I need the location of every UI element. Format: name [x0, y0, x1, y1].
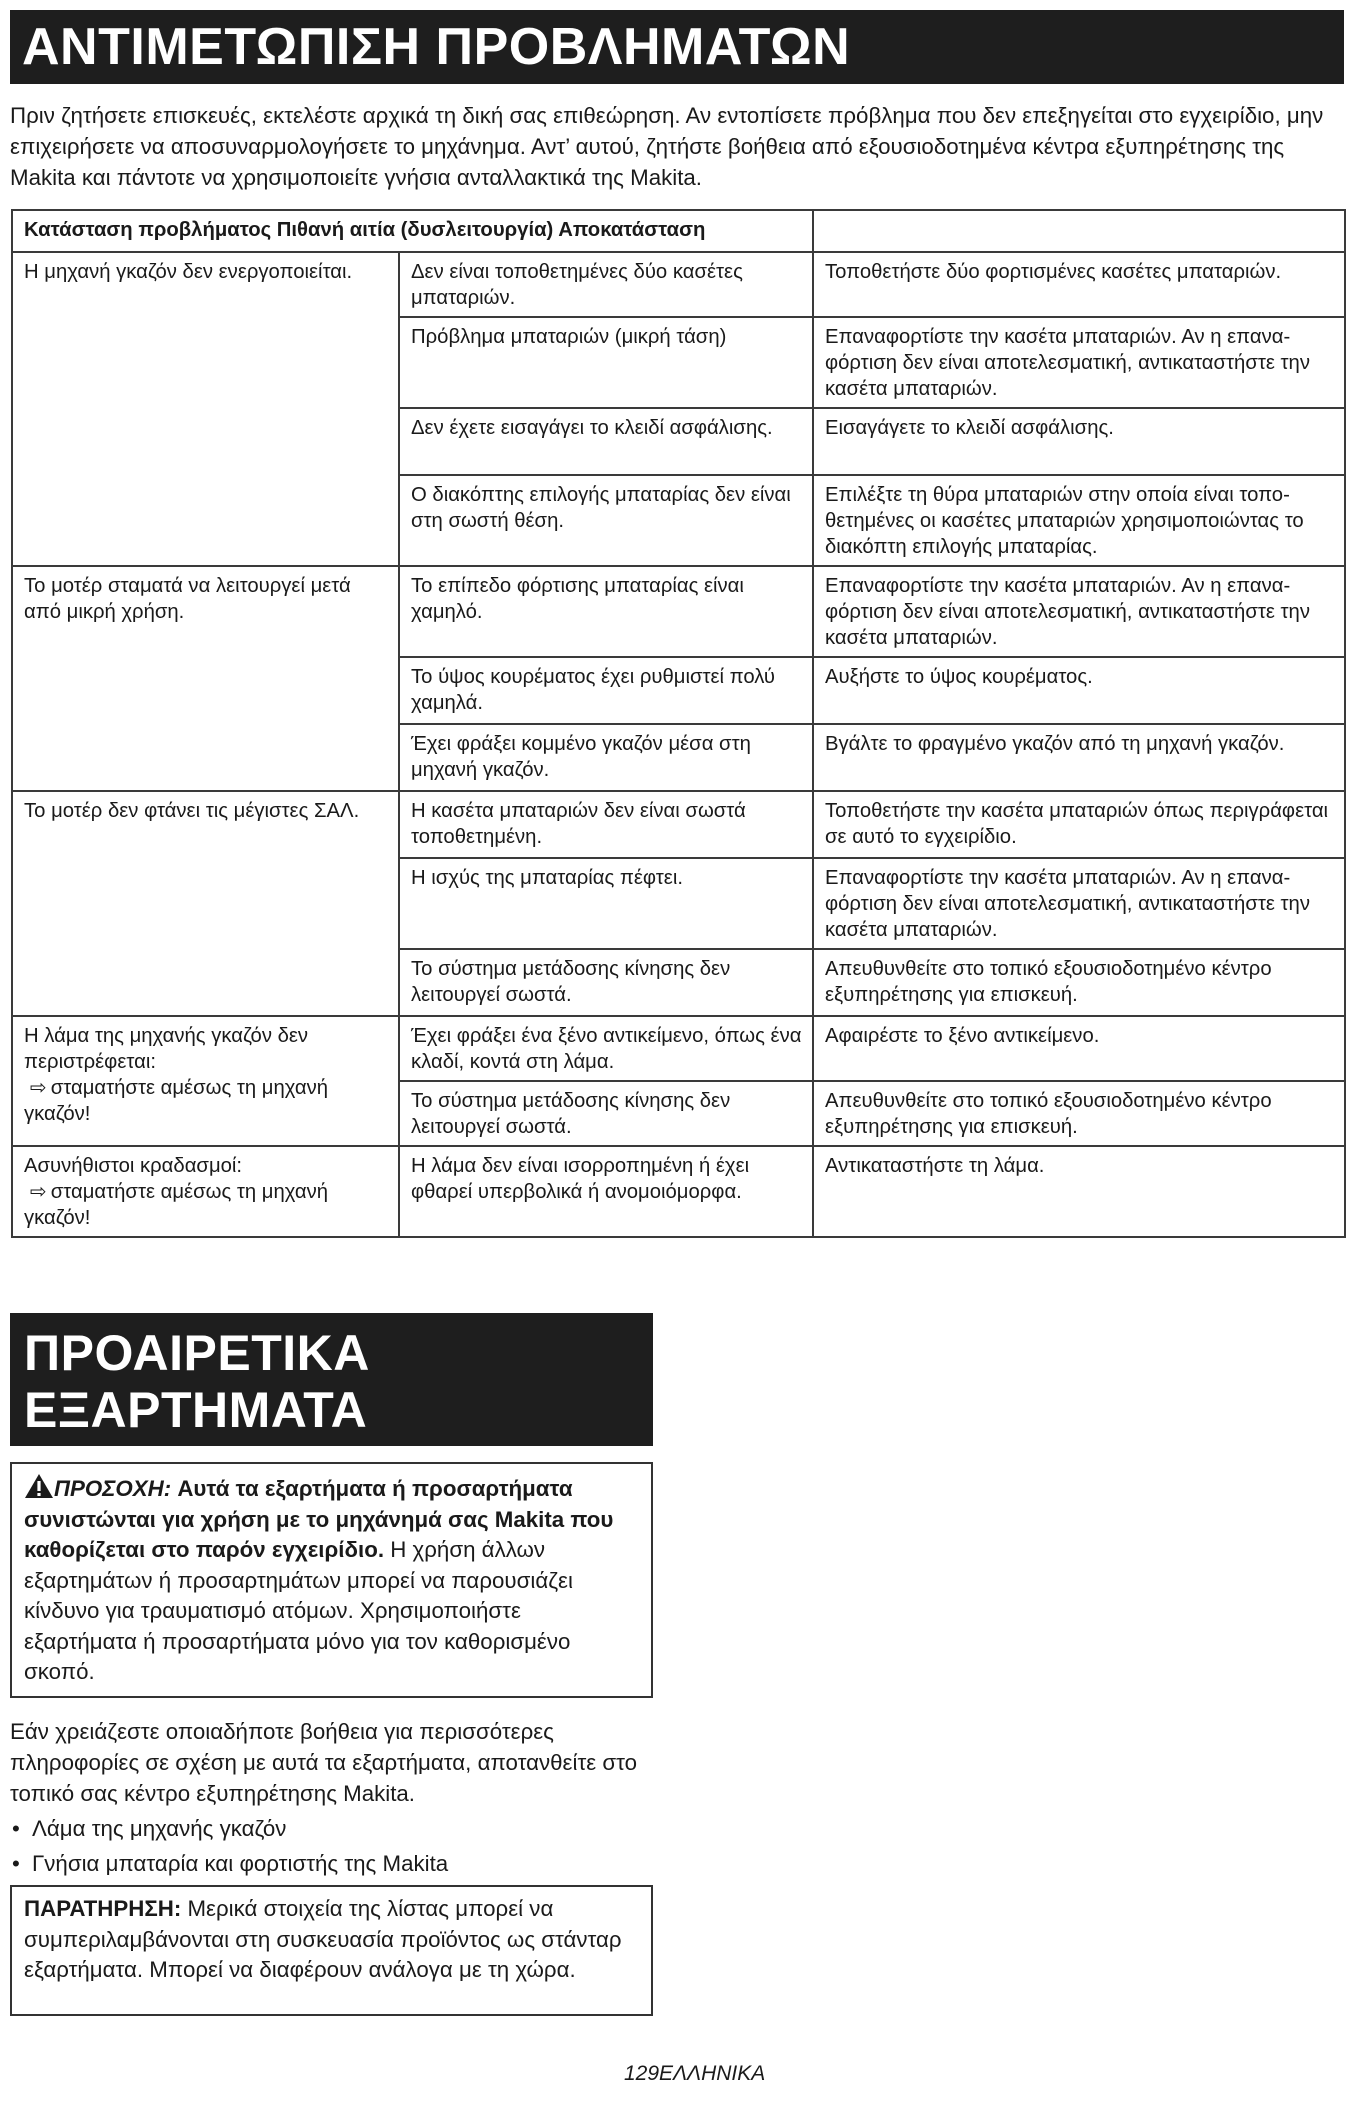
caution-box	[10, 1462, 653, 1698]
list-item: • Γνήσια μπαταρία και φορτιστής της Makita	[10, 1846, 670, 1881]
page-footer	[624, 2062, 765, 2086]
cause-cell: Το επίπεδο φόρτισης μπαταρίας είναι χαμηλό.	[399, 566, 813, 657]
symptom-text: Η λάμα της μηχανής γκαζόν δεν περιστρέφεται:	[24, 1025, 309, 1073]
remedy-cell: Εισαγάγετε το κλειδί ασφάλισης.	[813, 408, 1345, 475]
troubleshooting-title-bar	[10, 10, 1344, 84]
symptom-action: σταματήστε αμέσως τη μηχανή γκαζόν!	[24, 1077, 328, 1125]
remedy-cell: Αφαιρέστε το ξένο αντικείμενο.	[813, 1016, 1345, 1081]
warning-triangle-icon	[24, 1473, 54, 1499]
accessories-title	[24, 1325, 653, 1439]
footer-language: ΕΛΛΗΝΙΚΑ	[659, 2062, 766, 2085]
troubleshooting-title: ΑΝΤΙΜΕΤΩΠΙΣΗ ΠΡΟΒΛΗΜΑΤΩΝ	[22, 18, 851, 76]
table-row	[12, 791, 1345, 858]
cause-cell: Το σύστημα μετάδοσης κίνησης δεν λειτουργεί σωστά.	[399, 949, 813, 1016]
intro-text: Πριν ζητήσετε επισκευές, εκτελέστε αρχικά τη δική σας επιθεώρηση. Αν εντοπίσετε πρόβλημα που δεν επεξηγείται στο εγχειρίδιο, μην επιχειρήσετε να αποσυναρμολογήσετε το μηχάνημα. Αντ’ αυτού, ζητήστε βοήθεια από εξουσιοδοτημένα κέντρα εξυπηρέτησης της Makita και πάντοτε να χρησιμοποιείτε γνήσια ανταλλακτικά της Makita.	[10, 103, 1324, 190]
remedy-cell: Απευθυνθείτε στο τοπικό εξουσιοδοτημένο κέντρο εξυπηρέτησης για επισκευή.	[813, 949, 1345, 1016]
table-row	[12, 1146, 1345, 1237]
remedy-cell: Απευθυνθείτε στο τοπικό εξουσιοδοτημένο κέντρο εξυπηρέτησης για επισκευή.	[813, 1081, 1345, 1146]
cause-cell: Το ύψος κουρέματος έχει ρυθμιστεί πολύ χαμηλά.	[399, 657, 813, 724]
cause-cell: Έχει φράξει ένα ξένο αντικείμενο, όπως ένα κλαδί, κοντά στη λάμα.	[399, 1016, 813, 1081]
cause-cell: Το σύστημα μετάδοσης κίνησης δεν λειτουργεί σωστά.	[399, 1081, 813, 1146]
arrow-right-icon: ⇨	[30, 1077, 47, 1099]
table-row	[12, 1016, 1345, 1081]
remedy-cell: Αντικαταστήστε τη λάμα.	[813, 1146, 1345, 1237]
cause-cell: Η κασέτα μπαταριών δεν είναι σωστά τοποθετημένη.	[399, 791, 813, 858]
remedy-cell: Επιλέξτε τη θύρα μπαταριών στην οποία είναι τοποθετημένες οι κασέτες μπαταριών χρησιμοποιώντας το διακόπτη επιλογής μπαταρίας.	[813, 475, 1345, 566]
remedy-cell: Επαναφορτίστε την κασέτα μπαταριών. Αν η επαναφόρτιση δεν είναι αποτελεσματική, αντικαταστήστε την κασέτα μπαταριών.	[813, 566, 1345, 657]
remedy-cell: Τοποθετήστε την κασέτα μπαταριών όπως περιγράφεται σε αυτό το εγχειρίδιο.	[813, 791, 1345, 858]
troubleshooting-intro	[10, 100, 1344, 193]
remedy-cell: Επαναφορτίστε την κασέτα μπαταριών. Αν η επαναφόρτιση δεν είναι αποτελεσματική, αντικαταστήστε την κασέτα μπαταριών.	[813, 317, 1345, 408]
symptom-text: Το μοτέρ σταματά να λειτουργεί μετά από μικρή χρήση.	[24, 575, 351, 623]
table-row	[12, 252, 1345, 317]
cause-cell: Δεν έχετε εισαγάγει το κλειδί ασφάλισης.	[399, 408, 813, 475]
symptom-cell	[12, 1146, 399, 1237]
symptom-cell	[12, 1016, 399, 1146]
accessories-help	[10, 1716, 670, 1881]
accessories-title-line1: ΠΡΟΑΙΡΕΤΙΚΑ	[24, 1325, 370, 1381]
symptom-text: Το μοτέρ δεν φτάνει τις μέγιστες ΣΑΛ.	[24, 800, 360, 822]
table-header-empty	[813, 210, 1345, 252]
symptom-text: Η μηχανή γκαζόν δεν ενεργοποιείται.	[24, 261, 353, 283]
symptom-action: σταματήστε αμέσως τη μηχανή γκαζόν!	[24, 1181, 328, 1229]
symptom-cell	[12, 791, 399, 1016]
bullet-icon: •	[12, 1851, 20, 1876]
bullet-icon: •	[12, 1816, 20, 1841]
cause-cell: Η ισχύς της μπαταρίας πέφτει.	[399, 858, 813, 949]
troubleshooting-table	[11, 209, 1346, 1238]
table-header-row	[12, 210, 1345, 252]
note-text: Μερικά στοιχεία της λίστας μπορεί να συμπεριλαμβάνονται στη συσκευασία προϊόντος ως στάνταρ εξαρτήματα. Μπορεί να διαφέρουν ανάλογα με τη χώρα.	[24, 1896, 622, 1982]
help-text: Εάν χρειάζεστε οποιαδήποτε βοήθεια για περισσότερες πληροφορίες σε σχέση με αυτά τα εξαρτήματα, αποτανθείτε στο τοπικό σας κέντρο εξυπηρέτησης Makita.	[10, 1719, 638, 1806]
caution-text: Η χρήση άλλων εξαρτημάτων ή προσαρτημάτων μπορεί να παρουσιάζει κίνδυνο για τραυματισμό ατόμων. Χρησιμοποιήστε εξαρτήματα ή προσαρτήματα μόνο για τον καθορισμένο σκοπό.	[24, 1537, 573, 1684]
accessories-list	[10, 1811, 670, 1881]
accessories-title-bar	[10, 1313, 653, 1446]
page-number: 129	[624, 2062, 660, 2085]
symptom-text: Ασυνήθιστοι κραδασμοί:	[24, 1155, 243, 1177]
remedy-cell: Τοποθετήστε δύο φορτισμένες κασέτες μπαταριών.	[813, 252, 1345, 317]
remedy-cell: Αυξήστε το ύψος κουρέματος.	[813, 657, 1345, 724]
caution-bold-text: Αυτά τα εξαρτήματα ή προσαρτήματα συνιστώνται για χρήση με το μηχάνημά σας Makita που καθορίζεται στο παρόν εγχειρίδιο.	[24, 1476, 614, 1562]
symptom-cell	[12, 252, 399, 566]
list-item: • Λάμα της μηχανής γκαζόν	[10, 1811, 670, 1846]
remedy-cell: Επαναφορτίστε την κασέτα μπαταριών. Αν η επαναφόρτιση δεν είναι αποτελεσματική, αντικαταστήστε την κασέτα μπαταριών.	[813, 858, 1345, 949]
note-label: ΠΑΡΑΤΗΡΗΣΗ:	[24, 1896, 182, 1921]
cause-cell: Η λάμα δεν είναι ισορροπημένη ή έχει φθαρεί υπερβολικά ή ανομοιόμορφα.	[399, 1146, 813, 1237]
cause-cell: Πρόβλημα μπαταριών (μικρή τάση)	[399, 317, 813, 408]
table-header: Κατάσταση προβλήματος Πιθανή αιτία (δυσλειτουργία) Αποκατάσταση	[12, 210, 813, 252]
table-row	[12, 566, 1345, 657]
arrow-right-icon: ⇨	[30, 1181, 47, 1203]
remedy-cell: Βγάλτε το φραγμένο γκαζόν από τη μηχανή γκαζόν.	[813, 724, 1345, 791]
symptom-cell	[12, 566, 399, 791]
cause-cell: Έχει φράξει κομμένο γκαζόν μέσα στη μηχανή γκαζόν.	[399, 724, 813, 791]
accessories-title-line2: ΕΞΑΡΤΗΜΑΤΑ	[24, 1382, 368, 1438]
caution-label: ΠΡΟΣΟΧΗ:	[54, 1476, 172, 1501]
note-box	[10, 1885, 653, 2016]
cause-cell: Ο διακόπτης επιλογής μπαταρίας δεν είναι στη σωστή θέση.	[399, 475, 813, 566]
cause-cell: Δεν είναι τοποθετημένες δύο κασέτες μπαταριών.	[399, 252, 813, 317]
